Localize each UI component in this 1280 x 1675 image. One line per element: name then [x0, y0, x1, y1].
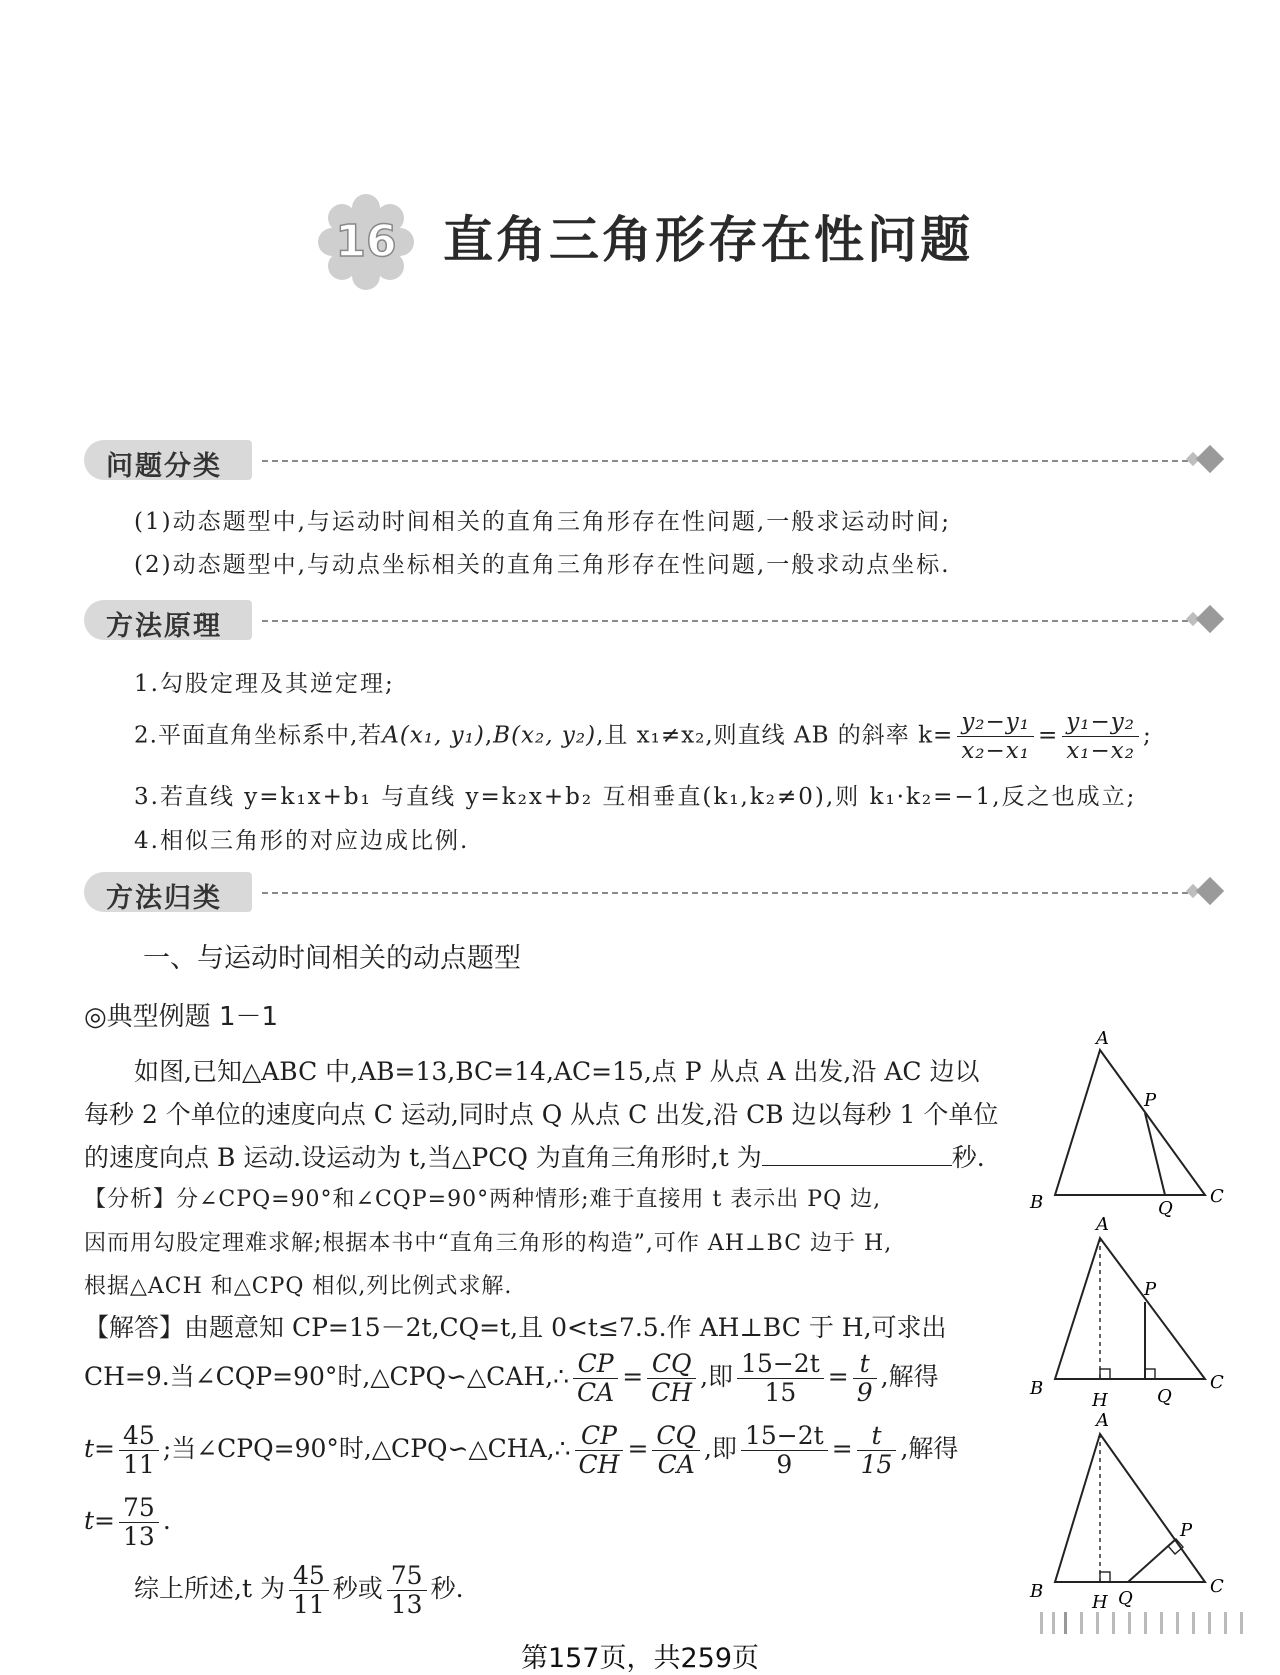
- slope-fraction-2: $\frac{\text{y₁−y₂}}{\text{x₁−x₂}}$: [1062, 708, 1139, 765]
- label-b: B: [1030, 1378, 1044, 1399]
- triangle-figure-3: [1020, 1412, 1250, 1612]
- diamond-icon: [1196, 605, 1224, 633]
- solution-text: 综上所述,t 为: [134, 1574, 285, 1603]
- solution-text: .: [162, 1506, 171, 1535]
- slope-fraction-1: $\frac{\text{y₂−y₁}}{\text{x₂−x₁}}$: [957, 708, 1034, 765]
- principle-text: 2.平面直角坐标系中,若: [134, 722, 383, 749]
- fraction: $\frac{75}{13}$: [387, 1562, 427, 1619]
- page-scroll-indicator[interactable]: [1040, 1612, 1245, 1634]
- analysis-line-3: 根据△ACH 和△CPQ 相似,列比例式求解.: [84, 1274, 513, 1299]
- label-p: P: [1180, 1520, 1193, 1541]
- label-a: A: [1096, 1412, 1109, 1431]
- diamond-icon: [1196, 877, 1224, 905]
- solution-conclusion: [134, 1562, 464, 1619]
- problem-text: 秒.: [951, 1143, 985, 1172]
- methods-subheading: 一、与运动时间相关的动点题型: [143, 943, 521, 974]
- classification-item-1: (1)动态题型中,与运动时间相关的直角三角形存在性问题,一般求运动时间;: [134, 509, 951, 535]
- variable-t: t=: [84, 1506, 115, 1535]
- classification-item-2: (2)动态题型中,与动点坐标相关的直角三角形存在性问题,一般求动点坐标.: [134, 552, 951, 578]
- fraction: $\frac{CP}{CA}$: [573, 1350, 618, 1407]
- fraction: $\frac{15-2t}{9}$: [741, 1422, 828, 1479]
- solution-text: ,解得: [880, 1362, 939, 1391]
- solution-text: ,解得: [900, 1434, 959, 1463]
- chapter-number: 16: [335, 216, 397, 267]
- label-h: H: [1092, 1390, 1108, 1411]
- solution-line-2: CH=9.当∠CQP=90°时,△CPQ∽△CAH,∴ $\frac{CP}{CA}$ = $\frac{CQ}{CH}$ ,即 $\frac{15-2t}{15}$ = $\frac{t}{9}$ ,解得: [84, 1349, 939, 1407]
- fraction: $\frac{CQ}{CA}$: [652, 1422, 700, 1479]
- solution-text: ,即: [700, 1362, 734, 1391]
- principle-text: ;: [1143, 722, 1152, 749]
- point-b: B(x₂, y₂): [493, 722, 597, 749]
- fraction: $\frac{t}{15}$: [857, 1422, 897, 1479]
- section-label: 方法归类: [106, 883, 222, 914]
- principle-item-1: 1.勾股定理及其逆定理;: [134, 671, 395, 697]
- problem-text: 的速度向点 B 运动.设运动为 t,当△PCQ 为直角三角形时,t 为: [84, 1143, 762, 1172]
- badge-flower-icon: [318, 194, 414, 290]
- label-p: P: [1144, 1090, 1157, 1111]
- section-header-classification: [84, 440, 1224, 480]
- solution-line-4: [84, 1494, 171, 1551]
- solution-text: 秒.: [430, 1574, 464, 1603]
- principle-item-3: 3.若直线 y=k₁x+b₁ 与直线 y=k₂x+b₂ 互相垂直(k₁,k₂≠0),则 k₁·k₂=−1,反之也成立;: [134, 784, 1137, 810]
- dashed-divider: [262, 460, 1188, 462]
- solution-text: ;当∠CPQ=90°时,△CPQ∽△CHA,∴: [162, 1434, 571, 1463]
- principle-text: ,且 x₁≠x₂,则直线 AB 的斜率 k=: [596, 722, 954, 749]
- section-header-methods: [84, 872, 1224, 912]
- dashed-divider: [262, 892, 1188, 894]
- solution-line-1: 【解答】由题意知 CP=15－2t,CQ=t,且 0<t≤7.5.作 AH⊥BC 于 H,可求出: [84, 1313, 947, 1342]
- fraction: $\frac{45}{11}$: [119, 1422, 159, 1479]
- triangle-figure-2: [1020, 1216, 1250, 1411]
- chapter-number-badge: [318, 194, 414, 290]
- fraction: $\frac{45}{11}$: [289, 1562, 329, 1619]
- fraction: $\frac{t}{9}$: [853, 1350, 877, 1407]
- solution-text: ,即: [704, 1434, 737, 1463]
- chapter-title: 直角三角形存在性问题: [443, 211, 973, 269]
- problem-line-1: 如图,已知△ABC 中,AB=13,BC=14,AC=15,点 P 从点 A 出发,沿 AC 边以: [134, 1057, 980, 1086]
- label-c: C: [1210, 1372, 1224, 1393]
- solution-text: CH=9.当∠CQP=90°时,△CPQ∽△CAH,∴: [84, 1362, 570, 1391]
- label-a: A: [1096, 1030, 1109, 1049]
- label-h: H: [1092, 1592, 1108, 1612]
- section-label: 方法原理: [106, 611, 222, 642]
- variable-t: t=: [84, 1434, 115, 1463]
- section-header-principles: [84, 600, 1224, 640]
- label-q: Q: [1157, 1386, 1172, 1407]
- problem-line-2: 每秒 2 个单位的速度向点 C 运动,同时点 Q 从点 C 出发,沿 CB 边以每秒 1 个单位: [84, 1100, 999, 1129]
- label-c: C: [1210, 1576, 1224, 1597]
- equals-sign: =: [1038, 722, 1059, 749]
- label-p: P: [1144, 1279, 1157, 1300]
- label-b: B: [1030, 1581, 1044, 1602]
- solution-text: 秒或: [332, 1574, 383, 1603]
- label-a: A: [1096, 1216, 1109, 1235]
- section-label: 问题分类: [106, 451, 222, 482]
- fraction: $\frac{15-2t}{15}$: [737, 1350, 824, 1407]
- example-heading: ◎典型例题 1－1: [84, 1002, 279, 1032]
- label-q: Q: [1118, 1588, 1133, 1609]
- solution-line-3: t= $\frac{45}{11}$ ;当∠CPQ=90°时,△CPQ∽△CHA,∴ $\frac{CP}{CH}$ = $\frac{CQ}{CA}$ ,即 $\frac{15-2t}{9}$ = $\frac{t}{15}$ ,解得: [84, 1421, 959, 1479]
- problem-line-3: [84, 1138, 985, 1174]
- label-c: C: [1210, 1186, 1224, 1207]
- triangle-figure-1: [1020, 1030, 1250, 1220]
- separator: ,: [484, 722, 494, 749]
- analysis-line-1: 【分析】分∠CPQ=90°和∠CQP=90°两种情形;难于直接用 t 表示出 PQ 边,: [84, 1187, 882, 1212]
- label-q: Q: [1158, 1198, 1173, 1219]
- principle-item-4: 4.相似三角形的对应边成比例.: [134, 828, 470, 854]
- fraction: $\frac{CQ}{CH}$: [647, 1350, 696, 1407]
- dashed-divider: [262, 620, 1188, 622]
- diamond-icon: [1196, 445, 1224, 473]
- fraction: $\frac{75}{13}$: [119, 1494, 159, 1551]
- analysis-line-2: 因而用勾股定理难求解;根据本书中“直角三角形的构造”,可作 AH⊥BC 边于 H,: [84, 1231, 893, 1256]
- label-b: B: [1030, 1192, 1044, 1213]
- principle-item-2: [134, 708, 1152, 765]
- fraction: $\frac{CP}{CH}$: [575, 1422, 624, 1479]
- page-number: 第157页，共259页: [520, 1643, 760, 1674]
- point-a: A(x₁, y₁): [382, 722, 485, 749]
- answer-blank: [762, 1143, 952, 1166]
